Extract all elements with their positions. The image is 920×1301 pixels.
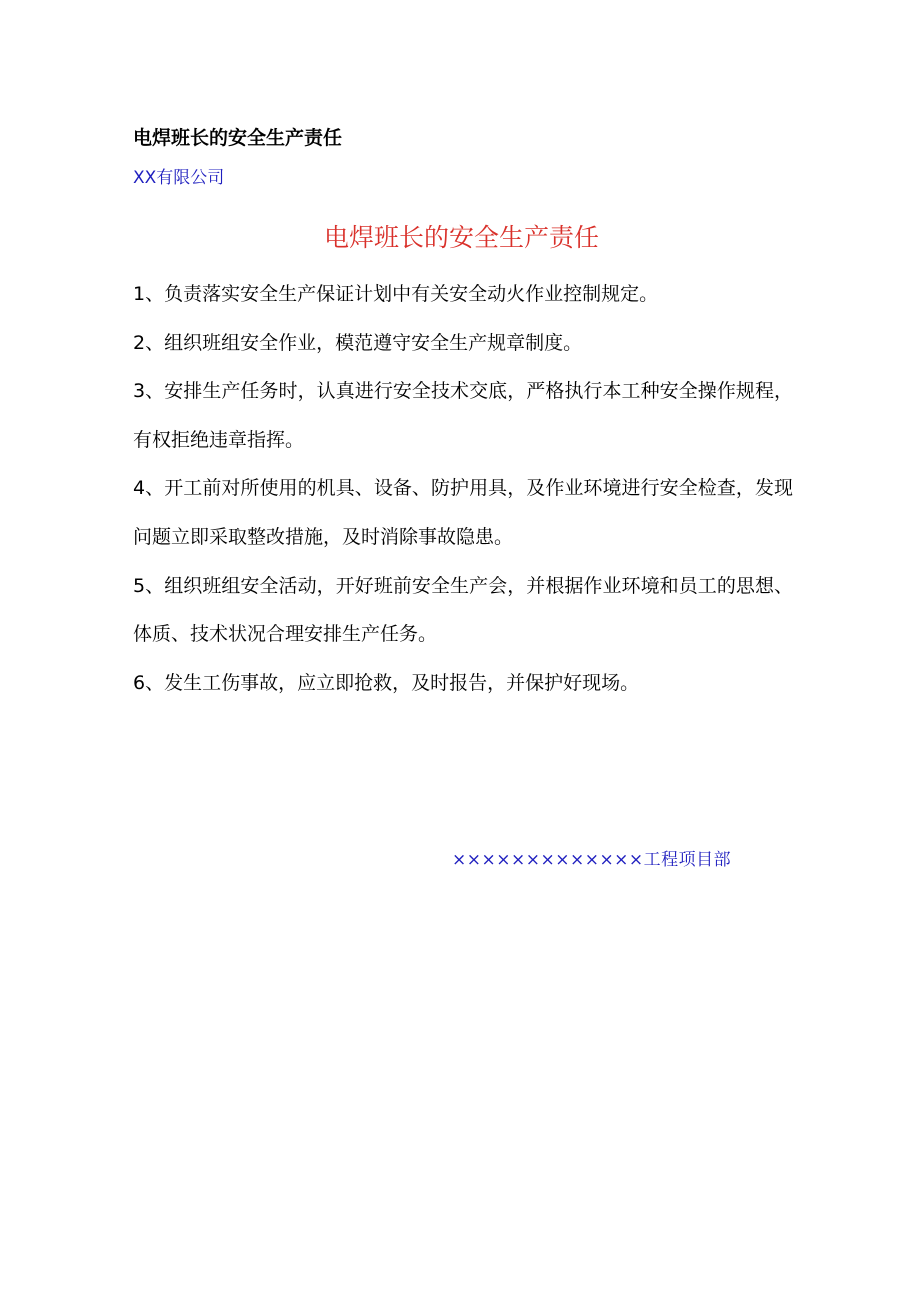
list-item: 6、发生工伤事故，应立即抢救，及时报告，并保护好现场。 — [133, 671, 640, 694]
list-item: 4、开工前对所使用的机具、设备、防护用具，及作业环境进行安全检查，发现问题立即采取整改措施，及时消除事故隐患。 — [133, 477, 793, 548]
document-title — [0, 220, 920, 256]
list-item: 1、负责落实安全生产保证计划中有关安全动火作业控制规定。 — [133, 283, 659, 305]
list-item: 3、安排生产任务时，认真进行安全技术交底，严格执行本工种安全操作规程，有权拒绝违章指挥。 — [133, 380, 793, 451]
signature-project-department: ×××××××××××××工程项目部 — [452, 850, 732, 870]
company-name: XX有限公司 — [133, 168, 225, 188]
document-title-text: 电焊班长的安全生产责任 — [323, 223, 599, 252]
header-title: 电焊班长的安全生产责任 — [133, 127, 343, 149]
list-item: 2、组织班组安全作业，模范遵守安全生产规章制度。 — [133, 331, 583, 354]
responsibility-list — [133, 270, 793, 707]
list-item: 5、组织班组安全活动，开好班前安全生产会，并根据作业环境和员工的思想、体质、技术状况合理安排生产任务。 — [133, 574, 793, 646]
